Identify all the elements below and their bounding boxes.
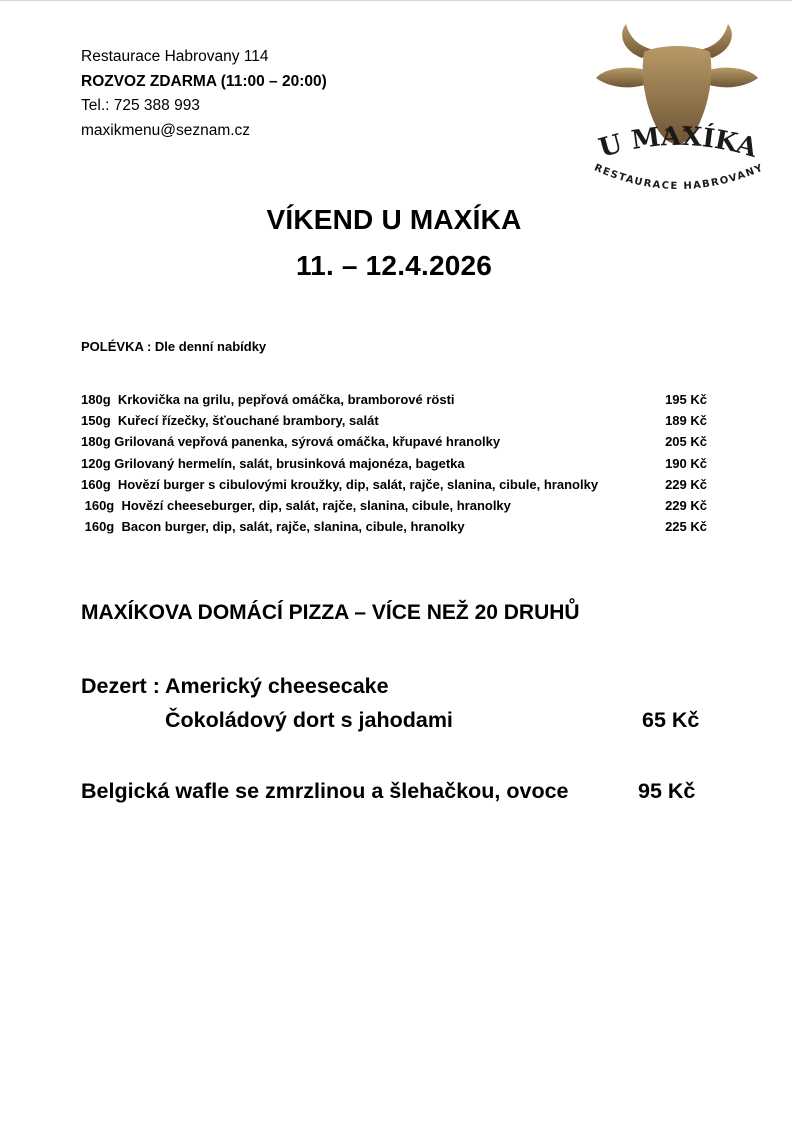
- soup-line: POLÉVKA : Dle denní nabídky: [81, 339, 267, 354]
- menu-item-price: 190 Kč: [665, 455, 707, 471]
- menu-item: [81, 389, 711, 410]
- dessert-price: 65 Kč: [642, 708, 700, 732]
- menu-item-text: 160g Hovězí burger s cibulovými kroužky, dip, salát, rajče, slanina, cibule, hranolky: [81, 476, 599, 492]
- menu-item-text: 160g Hovězí cheeseburger, dip, salát, rajče, slanina, cibule, hranolky: [81, 497, 511, 513]
- menu-item-price: 229 Kč: [665, 497, 707, 513]
- restaurant-logo: [580, 18, 775, 203]
- menu-item: [81, 410, 711, 431]
- menu-item-price: 205 Kč: [665, 434, 707, 450]
- menu-item-text: 150g Kuřecí řízečky, šťouchané brambory, salát: [81, 413, 379, 429]
- phone: Tel.: 725 388 993: [81, 97, 200, 114]
- menu-item-text: 120g Grilovaný hermelín, salát, brusinková majonéza, bagetka: [81, 455, 465, 471]
- waffle-price: 95 Kč: [638, 779, 696, 803]
- menu-item-text: 180g Krkovička na grilu, pepřová omáčka, bramborové rösti: [81, 392, 455, 407]
- menu-item-price: 189 Kč: [665, 413, 707, 429]
- svg-text:U MAXÍKA: [596, 121, 761, 164]
- waffle-line: Belgická wafle se zmrzlinou a šlehačkou, ovoce: [81, 779, 569, 803]
- pizza-heading: MAXÍKOVA DOMÁCÍ PIZZA – VÍCE NEŽ 20 DRUHŮ: [81, 601, 580, 624]
- menu-item: [81, 495, 711, 516]
- menu-list: [81, 389, 711, 537]
- dessert-line-1: Dezert : Americký cheesecake: [81, 674, 389, 698]
- menu-item: [81, 516, 711, 537]
- date-range: 11. – 12.4.2026: [295, 250, 493, 281]
- menu-item: [81, 474, 711, 495]
- menu-item-price: 229 Kč: [665, 476, 707, 492]
- svg-text:RESTAURACE HABROVANY: [592, 162, 765, 192]
- menu-item-text: 180g Grilovaná vepřová panenka, sýrová omáčka, křupavé hranolky: [81, 434, 501, 450]
- page-title: VÍKEND U MAXÍKA: [266, 204, 522, 235]
- email: maxikmenu@seznam.cz: [81, 121, 251, 139]
- bull-head-icon: [580, 18, 775, 203]
- delivery-info: ROZVOZ ZDARMA (11:00 – 20:00): [81, 72, 327, 90]
- logo-subtitle: RESTAURACE HABROVANY: [592, 162, 766, 193]
- dessert-line-2: Čokoládový dort s jahodami: [165, 708, 453, 732]
- menu-item: [81, 431, 711, 452]
- logo-name: U MAXÍKA: [595, 121, 761, 164]
- menu-item-text: 160g Bacon burger, dip, salát, rajče, slanina, cibule, hranolky: [81, 519, 465, 535]
- contact-block: [81, 45, 327, 143]
- menu-item: [81, 453, 711, 474]
- top-divider: [0, 0, 792, 1]
- menu-item-price: 225 Kč: [665, 519, 707, 535]
- address: Restaurace Habrovany 114: [81, 48, 269, 65]
- menu-item-price: 195 Kč: [665, 392, 707, 407]
